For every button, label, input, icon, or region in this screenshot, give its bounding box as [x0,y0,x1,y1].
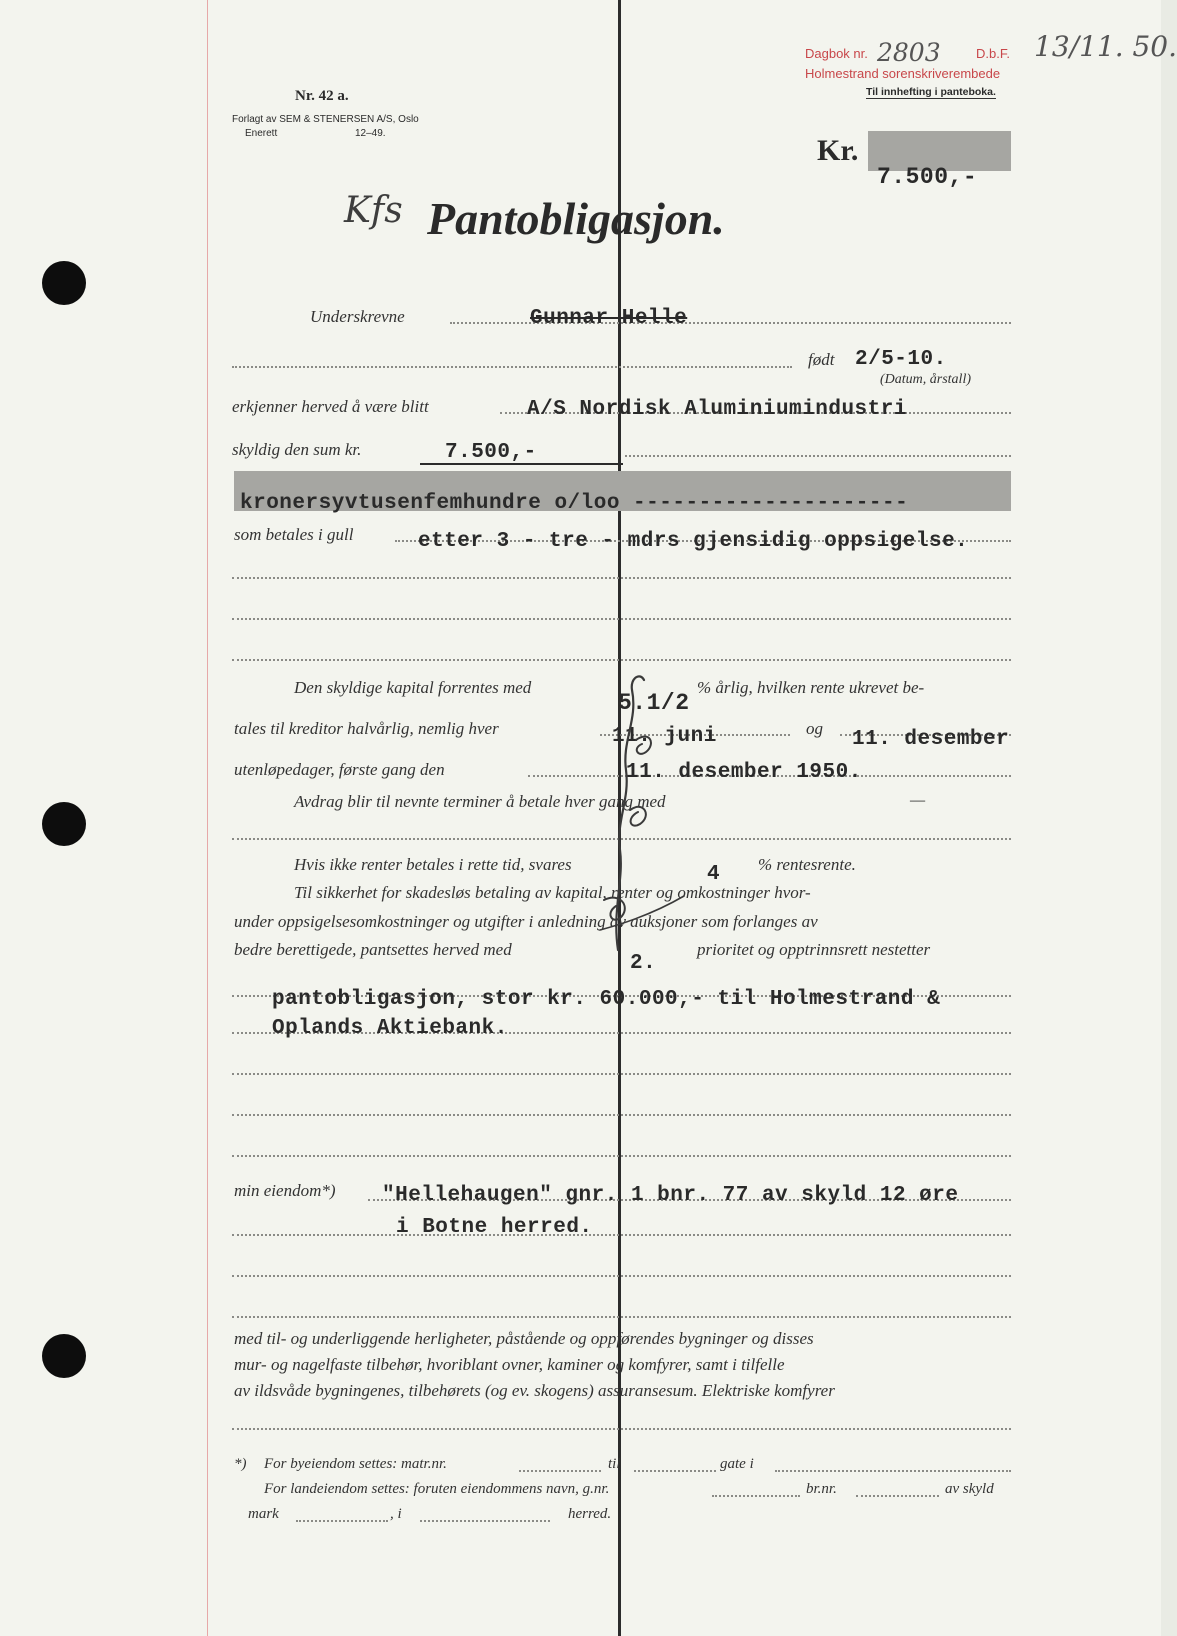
amount-label: Kr. [817,134,859,167]
fill-line [519,1470,601,1472]
prior-lien-2: Oplands Aktiebank. [272,1017,508,1040]
undersigned-value: Gunnar Helle [530,307,688,330]
amount-value: 7.500,- [877,164,978,190]
interest-line5: Hvis ikke renter betales i rette tid, svares [294,855,572,874]
office-stamp: Holmestrand sorenskriverembede [805,66,1001,81]
interest-line5b: % rentesrente. [758,855,856,874]
installment-value: — [910,790,926,809]
first-date: 11. desember 1950. [626,761,862,784]
footnote-brnr: br.nr. [806,1481,837,1497]
publisher: Forlagt av SEM & STENERSEN A/S, Oslo [232,114,419,125]
footnote-mark: mark [248,1506,279,1522]
amount-words: kronersyvtusenfemhundre o/loo --------------------- [240,492,909,515]
footnote-i: , i [390,1506,402,1522]
fill-line [420,1520,550,1522]
punch-hole [42,802,86,846]
undersigned-label: Underskrevne [310,307,405,326]
fill-line [232,1316,1011,1318]
og-label: og [806,719,823,738]
clause-line3: av ildsvåde bygningenes, tilbehørets (og ev. skogens) assuransesum. Elektriske komfyrer [234,1381,835,1400]
interest-line4: Avdrag blir til nevnte terminer å betale hver gang med [294,792,666,811]
fill-line [232,1275,1011,1277]
footnote-marker: *) [234,1456,247,1472]
fill-line [232,1234,1011,1236]
clause-line1: med til- og underliggende herligheter, påstående og oppførendes bygninger og disses [234,1329,814,1348]
born-label: født [808,350,835,369]
paid-label: som betales i gull [234,525,354,544]
fill-line [775,1470,1011,1472]
creditor-value: A/S Nordisk Aluminiumindustri [527,398,907,421]
owed-label: skyldig den sum kr. [232,440,362,459]
interest-line2: tales til kreditor halvårlig, nemlig hver [234,719,499,738]
interest-rate: 5.1/2 [618,690,690,716]
owed-value: 7.500,- [445,441,537,464]
journal-number: 2803 [877,38,941,67]
clause-line2: mur- og nagelfaste tilbehør, hvoriblant ovner, kaminer og komfyrer, samt i tilfelle [234,1355,785,1374]
entry-date: 13/11. 50. [1034,30,1177,63]
footnote-gate: gate i [720,1456,754,1472]
interest-line1b: % årlig, hvilken rente ukrevet be- [697,678,925,697]
fill-line [296,1520,388,1522]
security-line3: bedre berettigede, pantsettes herved med [234,940,512,959]
security-line1: Til sikkerhet for skadesløs betaling av kapital, renter og omkostninger hvor- [294,883,811,902]
property-value-1: "Hellehaugen" gnr. 1 bnr. 77 av skyld 12 øre [382,1184,959,1207]
prior-lien-1: pantobligasjon, stor kr. 60.000,- til Holmestrand & [272,988,941,1011]
handwritten-signature [560,660,700,960]
margin-rule [207,0,208,1636]
fill-line [712,1495,800,1497]
punch-hole [42,1334,86,1378]
stamp-prefix: Dagbok nr. [805,46,868,61]
born-hint: (Datum, årstall) [880,372,971,387]
paid-value: etter 3 - tre - mdrs gjensidig oppsigelse. [418,530,969,553]
fill-line [856,1495,939,1497]
footnote-by: For byeiendom settes: matr.nr. [264,1456,447,1472]
property-label: min eiendom*) [234,1181,336,1200]
document-title: Pantobligasjon. [427,193,725,244]
born-value: 2/5-10. [855,348,947,371]
initials: Kfs [344,190,403,231]
interest-line3: utenløpedager, første gang den [234,760,445,779]
fill-line [232,1428,1011,1430]
stamp-note: Til innhefting i panteboka. [866,86,996,98]
fill-line [232,1073,1011,1075]
print-date: 12–49. [355,128,386,139]
property-value-2: i Botne herred. [396,1216,593,1239]
priority-value: 2. [630,952,657,975]
enerett: Enerett [245,128,278,139]
footnote-til: til [608,1456,621,1472]
first-term: 11. juni [612,725,717,748]
fill-line [625,455,1011,457]
stamp-suffix: D.b.F. [976,46,1010,61]
fill-line [634,1470,716,1472]
fill-line [232,1155,1011,1157]
form-number: Nr. 42 a. [295,88,349,104]
security-line3b: prioritet og opptrinnsrett nestetter [697,940,931,959]
security-line2: under oppsigelsesomkostninger og utgifter i anledning av auksjoner som forlanges av [234,912,818,931]
footnote-av-skyld: av skyld [945,1481,994,1497]
footnote-land: For landeiendom settes: foruten eiendommens navn, g.nr. [264,1481,610,1497]
fill-line [232,618,1011,620]
penalty-rate: 4 [707,863,721,886]
punch-hole [42,261,86,305]
fill-line [232,577,1011,579]
footnote-herred: herred. [568,1506,612,1522]
second-term: 11. desember [852,728,1010,751]
interest-line1: Den skyldige kapital forrentes med [294,678,532,697]
fill-line [232,1114,1011,1116]
acknowledge-label: erkjenner herved å være blitt [232,397,429,416]
fill-line [232,366,792,368]
